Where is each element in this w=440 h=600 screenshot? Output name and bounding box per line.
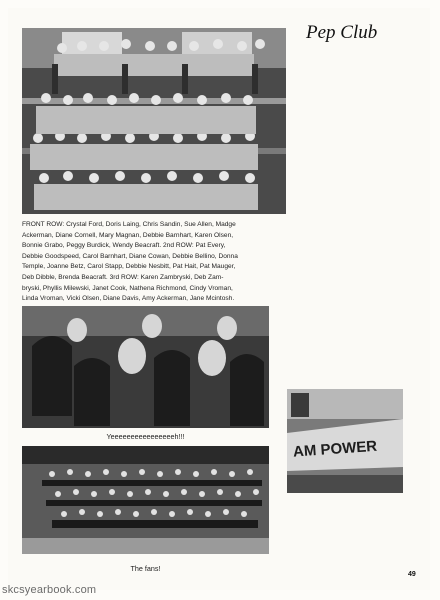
caption-line: Bonnie Grabo, Peggy Burdick, Wendy Beacraft. 2nd ROW: Pat Every, — [22, 242, 226, 250]
caption-line: Debbie Goodspeed, Carol Barnhart, Diane Cowan, Debbie Bellino, Donna — [22, 252, 238, 260]
fans-caption: The fans! — [130, 564, 161, 573]
page-number: 49 — [408, 571, 416, 578]
banner-text: AM POWER — [292, 437, 378, 461]
cheering-crowd-caption: Yeeeeeeeeeeeeeeeeh!!! — [106, 432, 185, 441]
caption-line: Linda Vroman, Vicki Olsen, Diane Davis, Amy Ackerman, Jane Mcintosh. — [22, 295, 235, 303]
page-title: Pep Club — [306, 22, 378, 43]
fans-bleachers-photo — [22, 446, 269, 554]
caption-line: FRONT ROW: Crystal Ford, Doris Laing, Chris Sandin, Sue Allen, Madge — [22, 221, 236, 228]
caption-line: Deb Dibble, Brenda Beacraft. 3rd ROW: Karen Zambryski, Deb Zam- — [22, 273, 224, 281]
pep-club-names-caption — [22, 220, 292, 305]
caption-line: Ackerman, Diane Cornell, Mary Magnan, Debbie Barnhart, Karen Olsen, — [22, 231, 234, 239]
watermark: skcsyearbook.com — [2, 584, 97, 596]
caption-line: Temple, Joanne Betz, Carol Stapp, Debbie Nesbitt, Pat Hait, Pat Mauger, — [22, 263, 236, 271]
pep-club-group-photo — [22, 28, 286, 214]
gym-banner-photo — [287, 389, 403, 493]
cheering-crowd-photo — [22, 306, 269, 428]
caption-line: bryski, Phyllis Milewski, Janet Cook, Nathena Richmond, Cindy Vroman, — [22, 284, 233, 292]
